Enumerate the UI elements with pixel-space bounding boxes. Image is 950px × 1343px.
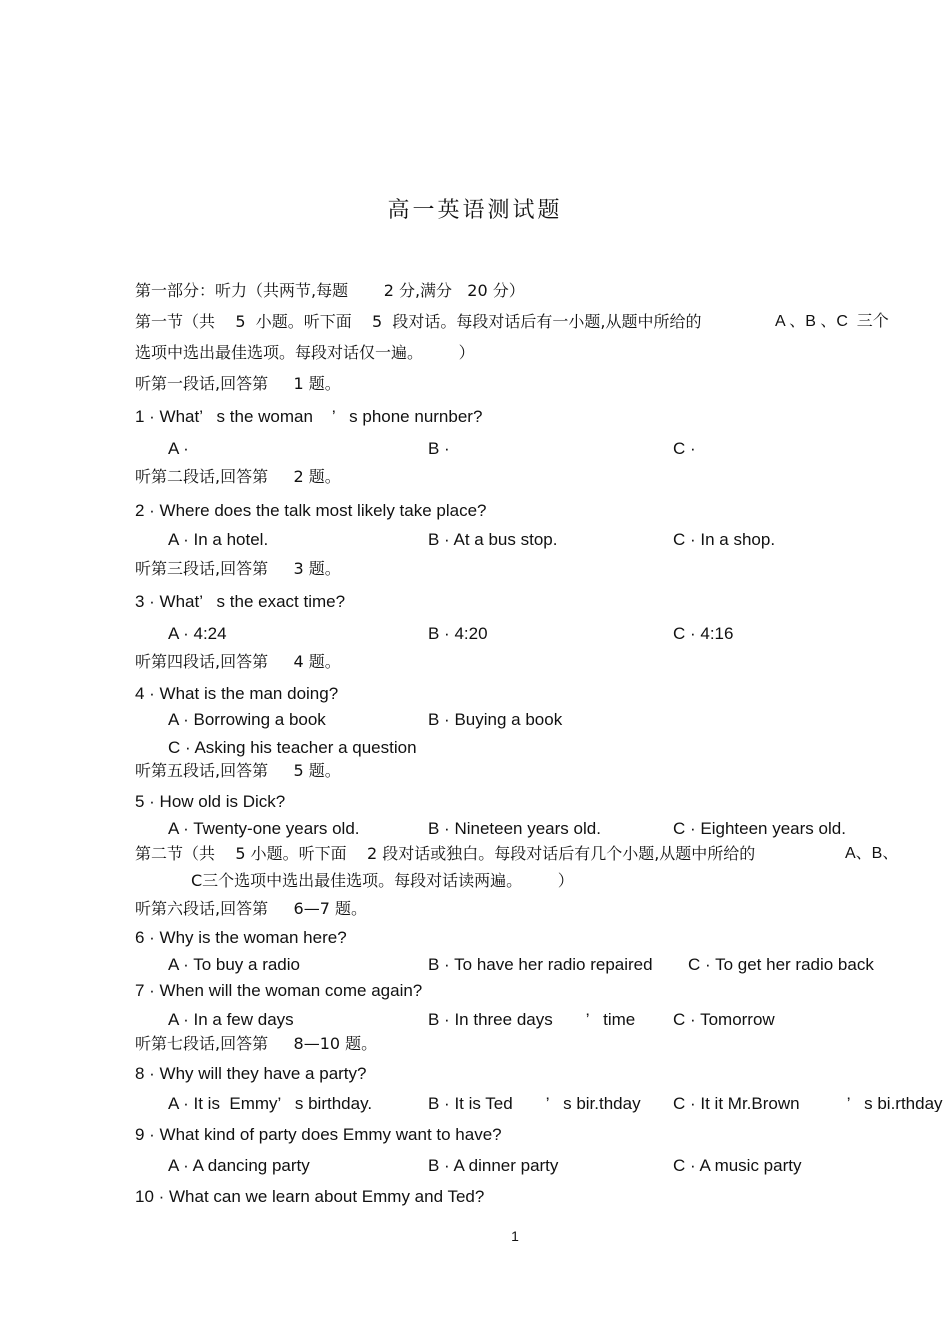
question-7-stem: 7 · When will the woman come again? <box>135 981 423 1000</box>
question-6-stem: 6 · Why is the woman here? <box>135 928 347 947</box>
question-5-option-c: C · Eighteen years old. <box>673 819 846 838</box>
page-number: 1 <box>511 1228 519 1244</box>
question-8-option-a: A · It is Emmy’ s birthday. <box>168 1094 373 1113</box>
question-1-option-a: A · <box>168 439 189 458</box>
question-9-option-a: A · A dancing party <box>168 1156 310 1175</box>
question-4-stem: 4 · What is the man doing? <box>135 684 339 703</box>
question-1-option-c: C · <box>673 439 696 458</box>
question-5-stem: 5 · How old is Dick? <box>135 792 286 811</box>
group-heading-3: 听第三段话,回答第 3 题。 <box>135 559 341 578</box>
question-7-option-b: B · In three days ’ time <box>428 1010 636 1029</box>
question-10-stem: 10 · What can we learn about Emmy and Ted? <box>135 1187 485 1206</box>
question-6-option-a: A · To buy a radio <box>168 955 300 974</box>
question-2-stem: 2 · Where does the talk most likely take place? <box>135 501 487 520</box>
group-heading-4: 听第四段话,回答第 4 题。 <box>135 652 341 671</box>
question-4-option-b: B · Buying a book <box>428 710 563 729</box>
question-6-option-b: B · To have her radio repaired <box>428 955 653 974</box>
section2-instructions-line2: C三个选项中选出最佳选项。每段对话读两遍。 ） <box>191 871 574 890</box>
part-heading: 第一部分：听力（共两节,每题 2 分,满分 20 分） <box>135 281 525 300</box>
question-7-option-c: C · Tomorrow <box>673 1010 775 1029</box>
section1-instructions-line1: 第一节（共 5 小题。听下面 5 段对话。每段对话后有一小题,从题中所给的 <box>135 312 702 331</box>
group-heading-2: 听第二段话,回答第 2 题。 <box>135 467 341 486</box>
question-9-stem: 9 · What kind of party does Emmy want to have? <box>135 1125 502 1144</box>
question-9-option-c: C · A music party <box>673 1156 802 1175</box>
question-3-option-b: B · 4:20 <box>428 624 488 643</box>
question-3-option-c: C · 4:16 <box>673 624 734 643</box>
question-3-option-a: A · 4:24 <box>168 624 227 643</box>
question-4-option-c: C · Asking his teacher a question <box>168 738 417 757</box>
question-1-stem: 1 · What’ s the woman ’ s phone nurnber? <box>135 407 483 426</box>
question-2-option-a: A · In a hotel. <box>168 530 269 549</box>
question-2-option-b: B · At a bus stop. <box>428 530 558 549</box>
question-5-option-a: A · Twenty-one years old. <box>168 819 360 838</box>
group-heading-6: 听第六段话,回答第 6—7 题。 <box>135 899 367 918</box>
question-8-option-c: C · It it Mr.Brown ’ s bi.rthday <box>673 1095 943 1112</box>
section1-options-list: A 、B 、C 三个 <box>775 313 889 330</box>
question-9-option-b: B · A dinner party <box>428 1156 559 1175</box>
section2-options-list: A、B、 <box>845 845 899 862</box>
question-8-stem: 8 · Why will they have a party? <box>135 1064 367 1083</box>
group-heading-1: 听第一段话,回答第 1 题。 <box>135 374 341 393</box>
question-2-option-c: C · In a shop. <box>673 530 776 549</box>
group-heading-7: 听第七段话,回答第 8—10 题。 <box>135 1034 378 1053</box>
question-5-option-b: B · Nineteen years old. <box>428 819 601 838</box>
question-6-option-c: C · To get her radio back <box>688 955 874 974</box>
page-title: 高一英语测试题 <box>387 198 563 223</box>
section1-instructions-line2: 选项中选出最佳选项。每段对话仅一遍。 ） <box>135 343 475 362</box>
question-8-option-b: B · It is Ted ’ s bir.thday <box>428 1094 641 1113</box>
question-4-option-a: A · Borrowing a book <box>168 710 326 729</box>
question-7-option-a: A · In a few days <box>168 1010 294 1029</box>
group-heading-5: 听第五段话,回答第 5 题。 <box>135 761 341 780</box>
question-3-stem: 3 · What’ s the exact time? <box>135 592 346 611</box>
section2-instructions-line1: 第二节（共 5 小题。听下面 2 段对话或独白。每段对话后有几个小题,从题中所给的 <box>135 844 756 863</box>
question-1-option-b: B · <box>428 439 450 458</box>
